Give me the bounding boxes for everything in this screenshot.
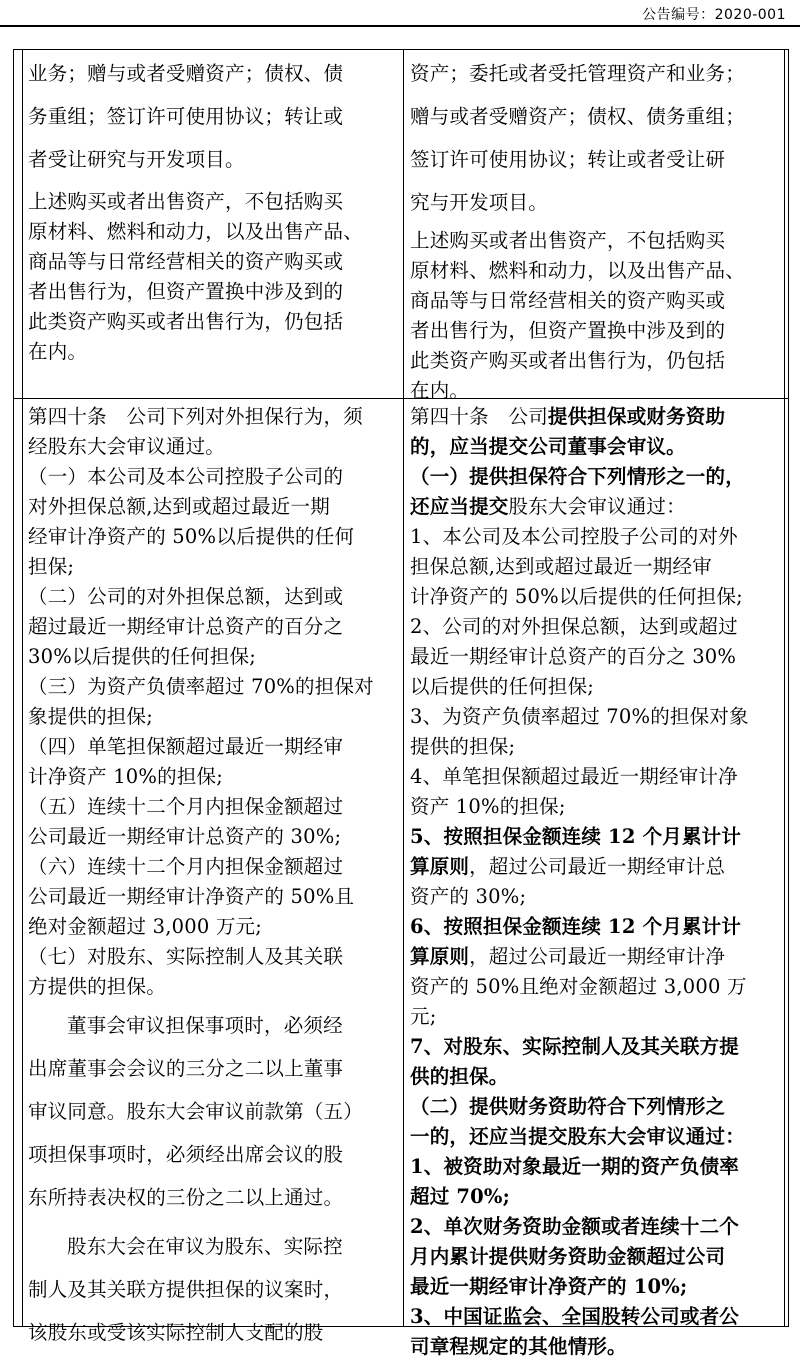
text-line: （二）提供财务资助符合下列情形之 xyxy=(410,1095,726,1118)
text-line: 务重组；签订许可使用协议；转让或 xyxy=(28,105,344,128)
text-line: （一）本公司及本公司控股子公司的 xyxy=(28,465,344,488)
text-line: 股东大会在审议为股东、实际控 xyxy=(67,1235,343,1258)
row1-left-loose xyxy=(28,52,398,181)
text-line: 资产的 50%且绝对金额超过 3,000 万 xyxy=(410,975,747,998)
column-divider xyxy=(403,50,404,1326)
text-line: 计净资产 10%的担保; xyxy=(28,765,224,788)
text-line xyxy=(410,492,782,522)
text-line: 者受让研究与开发项目。 xyxy=(28,148,245,171)
text-line: 经审计净资产的 50%以后提供的任何 xyxy=(28,525,355,548)
text-line: 元; xyxy=(410,1005,437,1028)
text-line: 原材料、燃料和动力，以及出售产品、 xyxy=(410,259,745,282)
text-line: 最近一期经审计净资产的 10%; xyxy=(410,1275,688,1298)
article-title-line2: 的，应当提交公司董事会审议。 xyxy=(410,435,686,458)
text-line: 资产的 30%; xyxy=(410,885,527,908)
text-line: 商品等与日常经营相关的资产购买或 xyxy=(28,250,344,273)
text-line: 者出售行为，但资产置换中涉及到的 xyxy=(410,319,726,342)
text-line: 象提供的担保; xyxy=(28,705,153,728)
text-line: 5、按照担保金额连续 12 个月累计计 xyxy=(410,825,742,848)
doc-number: 公告编号：2020-001 xyxy=(642,7,786,23)
row2-right-items xyxy=(410,462,782,1362)
row1-right-loose xyxy=(410,52,782,224)
text-line: 6、按照担保金额连续 12 个月累计计 xyxy=(410,915,742,938)
shareholder-review-paragraph xyxy=(28,1225,398,1354)
text-line: 在内。 xyxy=(410,379,470,402)
text-line: 业务；赠与或者受赠资产；债权、债 xyxy=(28,62,344,85)
text-line: 此类资产购买或者出售行为，仍包括 xyxy=(28,310,344,333)
text-line: 在内。 xyxy=(28,340,88,363)
row2-left-cell xyxy=(28,402,398,1354)
row1-left-paragraph xyxy=(28,187,398,367)
text-line: 7、对股东、实际控制人及其关联方提 xyxy=(410,1035,739,1058)
text-line: 以后提供的任何担保; xyxy=(410,675,595,698)
text-line: 董事会审议担保事项时，必须经 xyxy=(67,1014,343,1037)
article-title-prefix: 第四十条 公司 xyxy=(410,405,548,428)
text-line: 30%以后提供的任何担保; xyxy=(28,645,257,668)
text-line: 2、公司的对外担保总额，达到或超过 xyxy=(410,615,738,638)
comparison-table xyxy=(13,49,789,1358)
text-line: 提供的担保; xyxy=(410,735,516,758)
text-line: 第四十条 公司下列对外担保行为，须 xyxy=(28,405,363,428)
text-line: 签订许可使用协议；转让或者受让研 xyxy=(410,148,726,171)
text-line: 方提供的担保。 xyxy=(28,975,166,998)
row1-right-cell xyxy=(410,52,782,406)
text-line: 3、中国证监会、全国股转公司或者公 xyxy=(410,1305,739,1328)
row1-left-cell xyxy=(28,52,398,367)
board-review-paragraph xyxy=(28,1004,398,1219)
text-bold: 算原则 xyxy=(410,945,470,968)
text-line xyxy=(410,852,782,882)
text-line: 司章程规定的其他情形。 xyxy=(410,1335,627,1358)
text-line: （五）连续十二个月内担保金额超过 xyxy=(28,795,344,818)
text-line: （四）单笔担保额超过最近一期经审 xyxy=(28,735,344,758)
text-line: 资产 10%的担保; xyxy=(410,795,566,818)
text-regular: ，超过公司最近一期经审计净 xyxy=(469,945,726,968)
article-title-line xyxy=(410,402,782,432)
text-line: 出席董事会会议的三分之二以上董事 xyxy=(28,1057,344,1080)
text-line: 原材料、燃料和动力，以及出售产品、 xyxy=(28,220,363,243)
text-line: 审议同意。股东大会审议前款第（五） xyxy=(28,1100,363,1123)
text-line: 经股东大会审议通过。 xyxy=(28,435,226,458)
table-inner-right-border xyxy=(784,50,785,1326)
text-line: 1、被资助对象最近一期的资产负债率 xyxy=(410,1155,739,1178)
text-line: 公司最近一期经审计净资产的 50%且 xyxy=(28,885,355,908)
text-line: 绝对金额超过 3,000 万元; xyxy=(28,915,262,938)
text-regular: ，超过公司最近一期经审计总 xyxy=(469,855,726,878)
text-line: 制人及其关联方提供担保的议案时， xyxy=(28,1278,344,1301)
text-line: （三）为资产负债率超过 70%的担保对 xyxy=(28,675,374,698)
text-line: 赠与或者受赠资产；债权、债务重组； xyxy=(410,105,745,128)
row2-right-cell xyxy=(410,402,782,1362)
header-rule xyxy=(0,25,800,27)
text-line: （一）提供担保符合下列情形之一的， xyxy=(410,465,745,488)
text-line: （二）公司的对外担保总额，达到或 xyxy=(28,585,344,608)
text-line: 者出售行为，但资产置换中涉及到的 xyxy=(28,280,344,303)
text-line: 公司最近一期经审计总资产的 30%; xyxy=(28,825,342,848)
text-line: 4、单笔担保额超过最近一期经审计净 xyxy=(410,765,738,788)
text-line: 究与开发项目。 xyxy=(410,191,548,214)
text-bold: 算原则 xyxy=(410,855,470,878)
text-line: 担保; xyxy=(28,555,75,578)
row2-left-items xyxy=(28,402,398,1002)
text-line: （七）对股东、实际控制人及其关联 xyxy=(28,945,344,968)
text-line xyxy=(410,942,782,972)
text-regular: 股东大会审议通过： xyxy=(508,495,686,518)
text-line: 一的，还应当提交股东大会审议通过： xyxy=(410,1125,745,1148)
text-line: 月内累计提供财务资助金额超过公司 xyxy=(410,1245,726,1268)
text-line: 2、单次财务资助金额或者连续十二个 xyxy=(410,1215,739,1238)
text-line: 该股东或受该实际控制人支配的股 xyxy=(28,1321,324,1344)
text-line: （六）连续十二个月内担保金额超过 xyxy=(28,855,344,878)
text-line: 商品等与日常经营相关的资产购买或 xyxy=(410,289,726,312)
text-line: 计净资产的 50%以后提供的任何担保; xyxy=(410,585,743,608)
text-bold: 还应当提交 xyxy=(410,495,509,518)
text-line: 上述购买或者出售资产，不包括购买 xyxy=(28,190,344,213)
table-inner-left-border xyxy=(22,50,23,1326)
article-title-bold: 提供担保或财务资助 xyxy=(547,405,726,428)
text-line: 东所持表决权的三份之二以上通过。 xyxy=(28,1186,344,1209)
text-line: 超过 70%; xyxy=(410,1185,511,1208)
text-line: 3、为资产负债率超过 70%的担保对象 xyxy=(410,705,749,728)
text-line: 资产；委托或者受托管理资产和业务； xyxy=(410,62,745,85)
text-line: 最近一期经审计总资产的百分之 30% xyxy=(410,645,737,668)
text-line: 超过最近一期经审计总资产的百分之 xyxy=(28,615,344,638)
text-line: 对外担保总额,达到或超过最近一期 xyxy=(28,495,330,518)
text-line: 1、本公司及本公司控股子公司的对外 xyxy=(410,525,738,548)
text-line: 担保总额,达到或超过最近一期经审 xyxy=(410,555,712,578)
text-line: 项担保事项时，必须经出席会议的股 xyxy=(28,1143,344,1166)
text-line: 此类资产购买或者出售行为，仍包括 xyxy=(410,349,726,372)
row1-right-paragraph xyxy=(410,226,782,406)
text-line: 上述购买或者出售资产，不包括购买 xyxy=(410,229,726,252)
text-line: 供的担保。 xyxy=(410,1065,509,1088)
page-header xyxy=(0,0,800,27)
